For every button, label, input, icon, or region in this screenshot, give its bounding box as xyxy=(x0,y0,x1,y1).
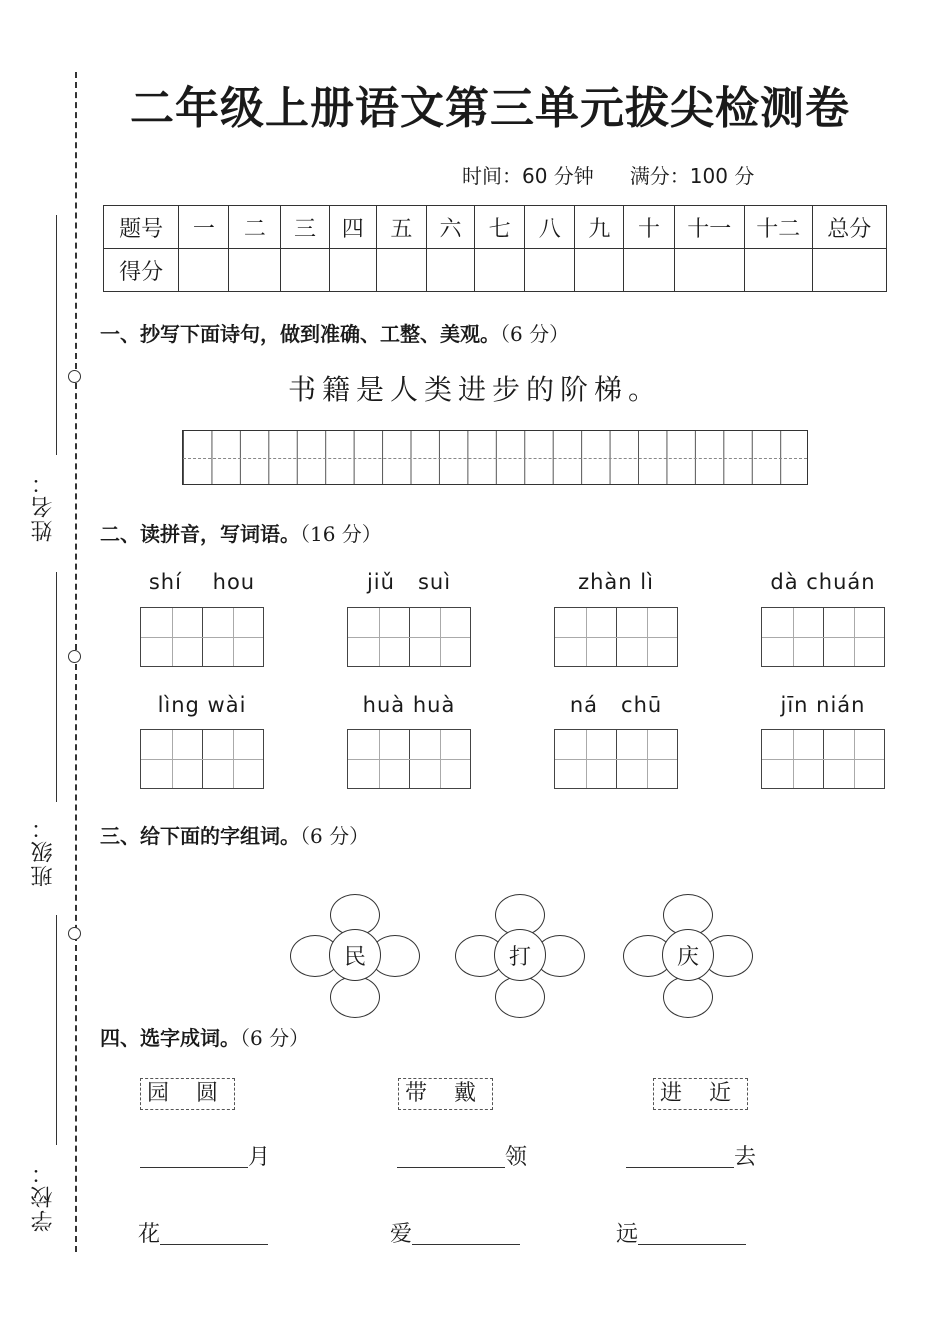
score-header-row xyxy=(104,206,887,249)
section-1-title: 一、抄写下面诗句，做到准确、工整、美观。 xyxy=(100,322,500,346)
score-cell[interactable] xyxy=(674,249,744,292)
pinyin-prompt: jīn nián xyxy=(780,693,866,717)
pinyin-prompt: lìng wài xyxy=(157,693,247,717)
tian-grid-answer[interactable] xyxy=(347,607,471,667)
binding-hole xyxy=(68,927,81,940)
score-cell[interactable] xyxy=(229,249,281,292)
score-header-cell: 二 xyxy=(229,206,281,249)
flower-petal-blank[interactable] xyxy=(663,976,713,1018)
section-2-heading xyxy=(100,518,382,547)
full-score: 满分：100 分 xyxy=(629,164,755,188)
flower-petal-blank[interactable] xyxy=(330,976,380,1018)
word-flower xyxy=(290,890,420,1020)
blank-suffix: 去 xyxy=(734,1145,757,1170)
section-1-points: （6 分） xyxy=(500,322,570,346)
pinyin-prompt: shí hou xyxy=(148,570,256,594)
tian-grid-answer[interactable] xyxy=(347,729,471,789)
choice-box: 带 戴 xyxy=(398,1078,493,1110)
fill-blank[interactable] xyxy=(397,1140,527,1171)
score-header-cell: 五 xyxy=(376,206,426,249)
score-header-cell: 九 xyxy=(575,206,624,249)
answer-line[interactable] xyxy=(638,1222,746,1245)
fill-blank[interactable] xyxy=(140,1140,270,1171)
tian-grid-answer[interactable] xyxy=(554,729,678,789)
section-3-title: 三、给下面的字组词。 xyxy=(100,824,300,848)
page-title: 二年级上册语文第三单元拔尖检测卷 xyxy=(130,83,850,134)
score-cell[interactable] xyxy=(624,249,674,292)
flower-center-char: 民 xyxy=(329,929,381,981)
tian-grid-answer[interactable] xyxy=(140,729,264,789)
fill-blank[interactable] xyxy=(390,1217,520,1248)
time-limit: 时间：60 分钟 xyxy=(462,164,594,188)
choice-box: 进 近 xyxy=(653,1078,748,1110)
score-header-cell: 六 xyxy=(426,206,474,249)
answer-line[interactable] xyxy=(140,1145,248,1168)
score-cell[interactable] xyxy=(281,249,329,292)
answer-line[interactable] xyxy=(626,1145,734,1168)
score-header-cell: 八 xyxy=(525,206,575,249)
pinyin-prompt: huà huà xyxy=(362,693,456,717)
section-3-points: （6 分） xyxy=(300,824,370,848)
word-flower xyxy=(455,890,585,1020)
score-header-label: 题号 xyxy=(104,206,179,249)
tian-grid-answer[interactable] xyxy=(761,729,885,789)
blank-prefix: 远 xyxy=(616,1222,639,1247)
poem-text: 书籍是人类进步的阶梯。 xyxy=(287,373,662,406)
school-label: 学校： xyxy=(31,1160,56,1232)
tian-grid-answer[interactable] xyxy=(140,607,264,667)
blank-prefix: 爱 xyxy=(390,1222,413,1247)
section-4-heading xyxy=(100,1022,309,1051)
exam-meta xyxy=(462,160,790,189)
section-4-points: （6 分） xyxy=(240,1026,310,1050)
score-cell[interactable] xyxy=(812,249,886,292)
score-table xyxy=(103,205,887,292)
score-header-cell: 三 xyxy=(281,206,329,249)
section-4-title: 四、选字成词。 xyxy=(100,1026,240,1050)
binding-hole xyxy=(68,650,81,663)
score-header-cell: 一 xyxy=(179,206,229,249)
blank-suffix: 月 xyxy=(248,1145,271,1170)
score-cell[interactable] xyxy=(475,249,525,292)
answer-line[interactable] xyxy=(412,1222,520,1245)
binding-hole xyxy=(68,370,81,383)
tian-grid-answer[interactable] xyxy=(761,607,885,667)
score-value-row xyxy=(104,249,887,292)
score-header-cell: 总分 xyxy=(812,206,886,249)
flower-center-char: 庆 xyxy=(662,929,714,981)
choice-box: 园 圆 xyxy=(140,1078,235,1110)
class-label: 班级： xyxy=(31,815,56,887)
copy-writing-grid[interactable] xyxy=(182,430,808,485)
pinyin-prompt: dà chuán xyxy=(770,570,876,594)
blank-suffix: 领 xyxy=(505,1145,528,1170)
section-3-heading xyxy=(100,820,369,849)
score-cell[interactable] xyxy=(376,249,426,292)
name-line xyxy=(56,215,57,455)
score-cell[interactable] xyxy=(329,249,376,292)
answer-line[interactable] xyxy=(397,1145,505,1168)
score-header-cell: 七 xyxy=(475,206,525,249)
word-flower xyxy=(623,890,753,1020)
name-label: 姓名： xyxy=(31,470,56,542)
section-1-heading xyxy=(100,318,569,347)
pinyin-prompt: ná chū xyxy=(569,693,663,717)
section-2-points: （16 分） xyxy=(300,522,382,546)
pinyin-prompt: zhàn lì xyxy=(578,570,654,594)
flower-petal-blank[interactable] xyxy=(495,976,545,1018)
score-header-cell: 十二 xyxy=(745,206,813,249)
score-cell[interactable] xyxy=(426,249,474,292)
answer-line[interactable] xyxy=(160,1222,268,1245)
score-header-cell: 四 xyxy=(329,206,376,249)
score-row-label: 得分 xyxy=(104,249,179,292)
class-line xyxy=(56,572,57,802)
fill-blank[interactable] xyxy=(138,1217,268,1248)
flower-center-char: 打 xyxy=(494,929,546,981)
fill-blank[interactable] xyxy=(626,1140,756,1171)
fill-blank[interactable] xyxy=(616,1217,746,1248)
school-line xyxy=(56,915,57,1145)
section-2-title: 二、读拼音，写词语。 xyxy=(100,522,300,546)
score-cell[interactable] xyxy=(525,249,575,292)
pinyin-prompt: jiǔ suì xyxy=(366,570,452,594)
tian-grid-answer[interactable] xyxy=(554,607,678,667)
score-header-cell: 十一 xyxy=(674,206,744,249)
blank-prefix: 花 xyxy=(138,1222,161,1247)
score-cell[interactable] xyxy=(179,249,229,292)
score-cell[interactable] xyxy=(575,249,624,292)
score-cell[interactable] xyxy=(745,249,813,292)
score-header-cell: 十 xyxy=(624,206,674,249)
